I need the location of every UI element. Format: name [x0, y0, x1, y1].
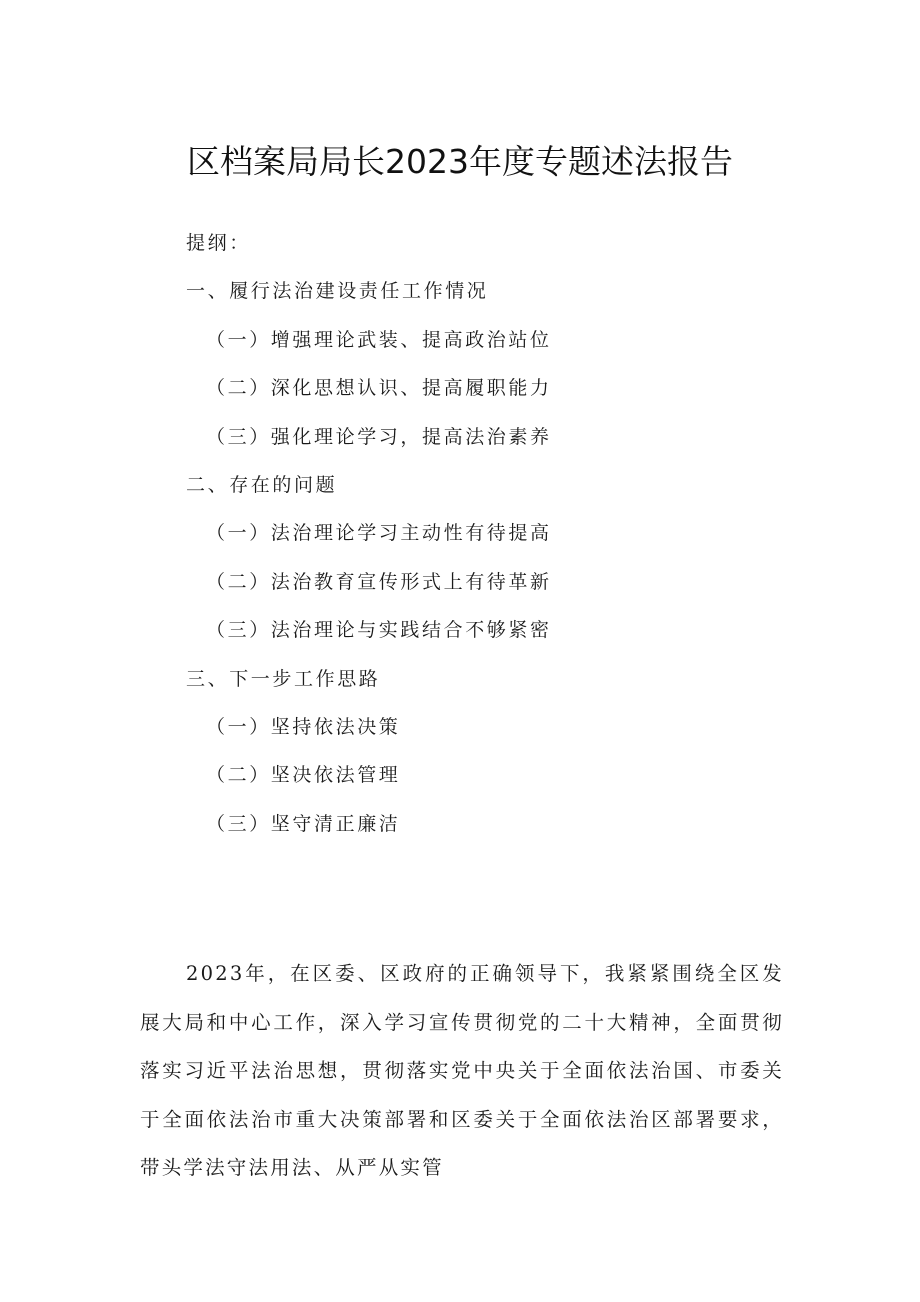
outline-item: （一）法治理论学习主动性有待提高: [206, 522, 552, 545]
outline-heading-3: 三、下一步工作思路: [186, 667, 381, 690]
body-paragraph: 2023年，在区委、区政府的正确领导下，我紧紧围绕全区发展大局和中心工作，深入学习宣传贯彻党的二十大精神，全面贯彻落实习近平法治思想，贯彻落实党中央关于全面依法治国、市委关于全面依法治市重大决策部署和区委关于全面依法治区部署要求，带头学法守法用法、从严从实管: [140, 962, 784, 1180]
outline-item: （一）增强理论武装、提高政治站位: [206, 328, 552, 351]
outline-item: （三）坚守清正廉洁: [206, 812, 401, 835]
outline-item: （三）强化理论学习，提高法治素养: [206, 425, 552, 448]
outline-item: （二）坚决依法管理: [206, 764, 401, 787]
outline-heading-2: 二、存在的问题: [186, 473, 338, 496]
outline-label: 提纲：: [186, 232, 251, 254]
outline-item: （一）坚持依法决策: [206, 715, 401, 738]
document-title: 区档案局局长2023年度专题述法报告: [187, 142, 733, 181]
outline-item: （二）法治教育宣传形式上有待革新: [206, 570, 552, 593]
outline-heading-1: 一、履行法治建设责任工作情况: [186, 280, 489, 303]
outline: [186, 228, 806, 857]
outline-item: （二）深化思想认识、提高履职能力: [206, 377, 552, 400]
outline-item: （三）法治理论与实践结合不够紧密: [206, 619, 552, 642]
